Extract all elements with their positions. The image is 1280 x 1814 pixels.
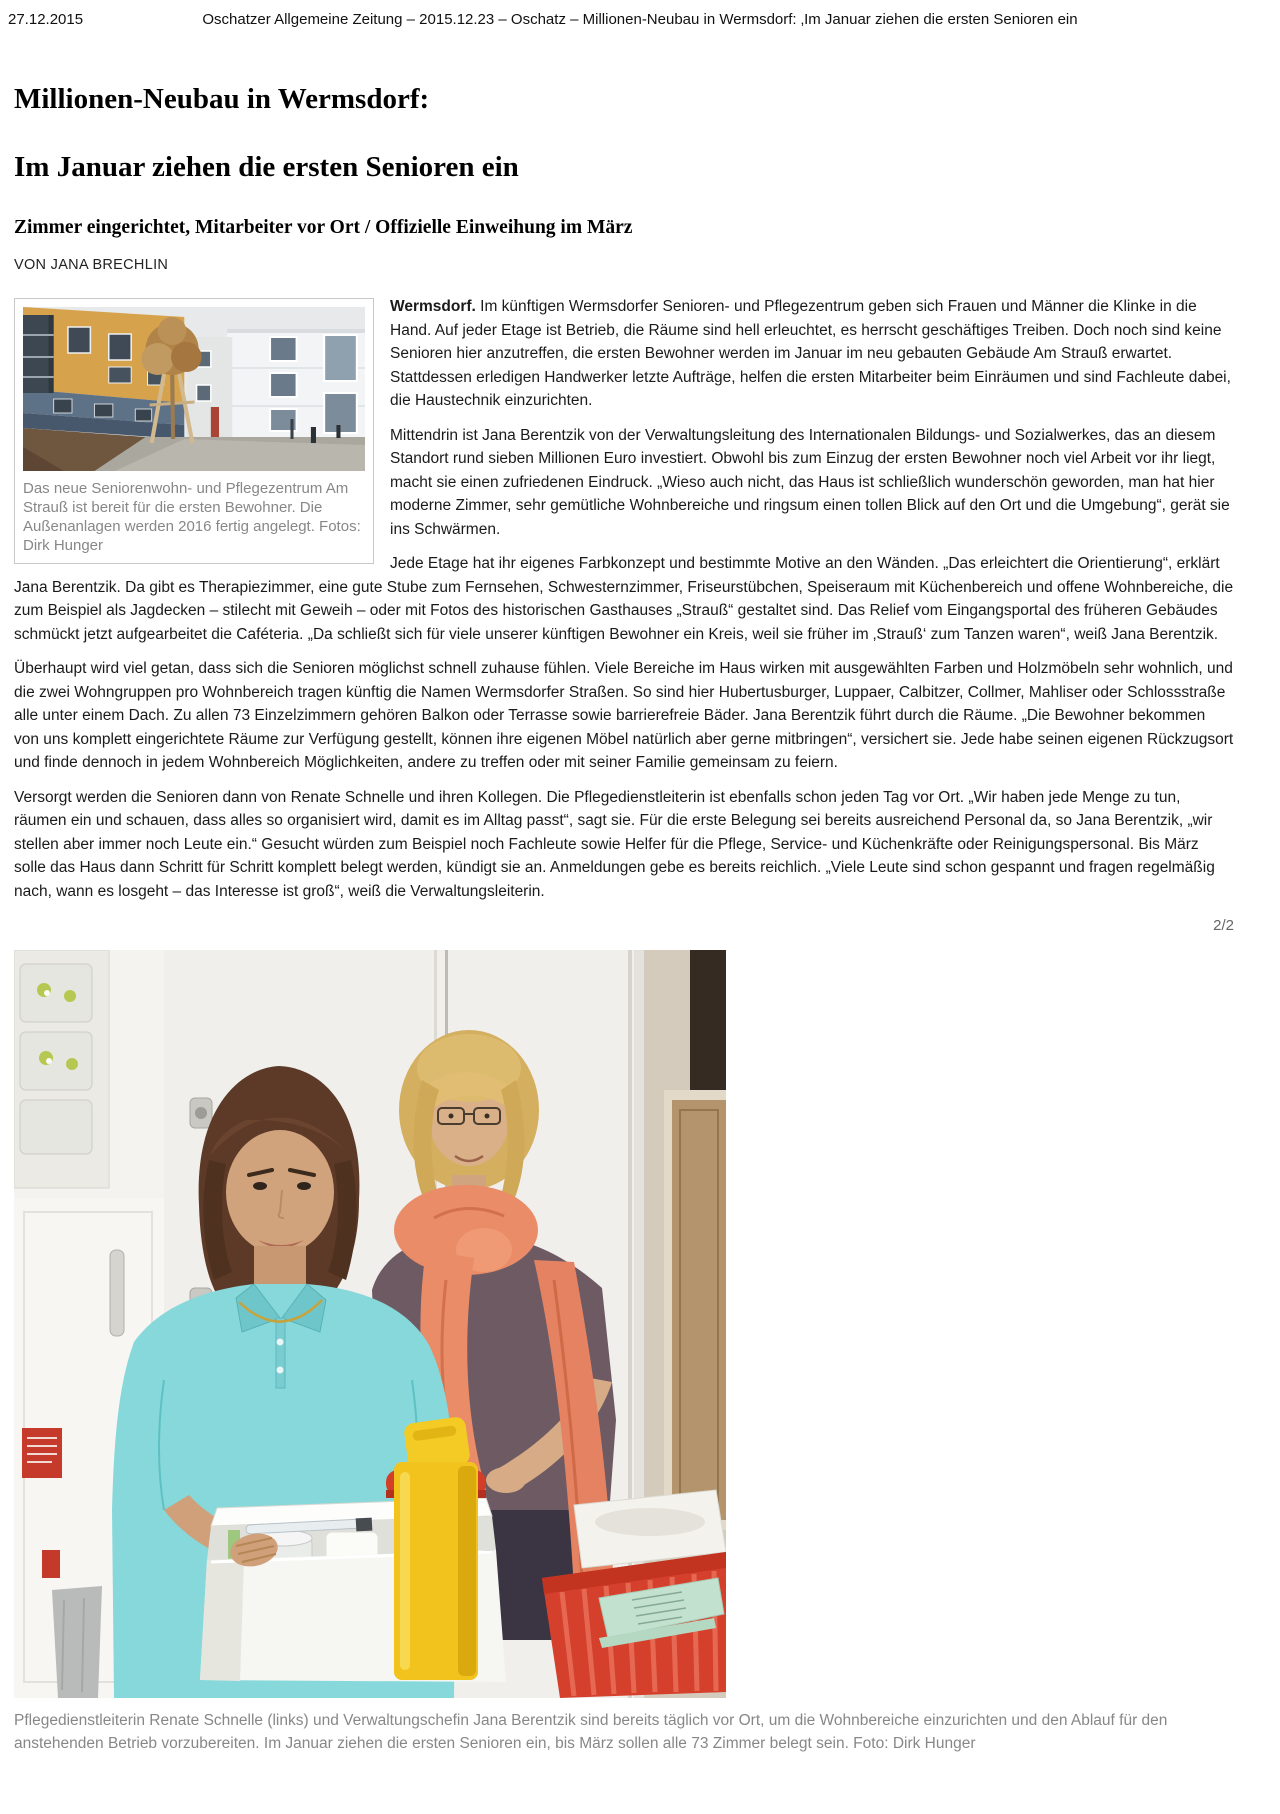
shelf-bins [14, 950, 109, 1188]
article-deck: Zimmer eingerichtet, Mitarbeiter vor Ort / Offizielle Einweihung im März [14, 217, 633, 238]
building-figure [14, 298, 374, 564]
warning-sticker [22, 1428, 62, 1478]
lead-text: Im künftigen Wermsdorfer Senioren- und Pflegezentrum geben sich Frauen und Männer die Klinke in die Hand. Auf jeder Etage ist Betrieb, die Räume sind hell erleuchtet, es herrscht geschäftiges Treiben. Doch noch sind keine Senioren hier anzutreffen, die ersten Bewohner werden im Januar im neu gebauten Gebäude Am Strauß erwartet. Stattdessen erledigen Handwerker letzte Aufträge, helfen die ersten Mitarbeiter beim Einräumen und sind Fachleute dabei, die Haustechnik einzurichten. [390, 298, 1231, 409]
body-paragraph-1: Mittendrin ist Jana Berentzik von der Verwaltungsleitung des Internationalen Bildungs- und Sozialwerkes, das an diesem Standort rund sieben Millionen Euro investiert. Obwohl bis zum Einzug der ersten Bewohner noch viel Arbeit vor ihr liegt, macht sie einen zufriedenen Eindruck. „Wieso auch nicht, das Haus ist schließlich wunderschön geworden, man hat hier moderne Zimmer, sehr gemütliche Wohnbereiche und ringsum einen tollen Blick auf den Ort und die Umgebung“, gerät sie ins Schwärmen. [390, 426, 1230, 538]
staff-figure-caption: Pflegedienstleiterin Renate Schnelle (links) und Verwaltungschefin Jana Berentzik sind bereits täglich vor Ort, um die Wohnbereiche einzurichten und den Ablauf für den anstehenden Betrieb vorzubereiten. Im Januar ziehen die ersten Senioren ein, bis März sollen alle 73 Zimmer belegt sein. Foto: Dirk Hunger [14, 1711, 1168, 1752]
page-number: 2/2 [1213, 917, 1234, 934]
print-date: 27.12.2015 [8, 11, 84, 28]
red-tab [42, 1550, 60, 1578]
body-paragraph-3: Überhaupt wird viel getan, dass sich die Senioren möglichst schnell zuhause fühlen. Viele Bereiche im Haus wirken mit ausgewählten Farben und Holzmöbeln sehr wohnlich, und die zwei Wohngruppen pro Wohnbereich tragen künftig die Namen Wermsdorfer Straßen. So sind hier Hubertusburger, Luppaer, Calbitzer, Collmer, Mahliser oder Schlossstraße alle unter einem Dach. Zu allen 73 Einzelzimmern gehören Balkon oder Terrasse sowie barrierefreie Bäder. Jana Berentzik führt durch die Räume. „Die Bewohner bekommen von uns komplett eingerichtete Räume zur Verfügung gestellt, können ihre eigenen Möbel natürlich aber gerne mitbringen“, versichert sie. Jede habe seinen eigenen Rückzugsort und finde dennoch in jedem Wohnbereich Möglichkeiten, andere zu treffen oder mit seiner Familie gemeinsam zu feiern. [14, 660, 1234, 771]
print-source-line: Oschatzer Allgemeine Zeitung – 2015.12.23 – Oschatz – Millionen-Neubau in Wermsdorf: ‚Im Januar ziehen die ersten Senioren ein [202, 11, 1078, 28]
staff-figure [14, 950, 1234, 1756]
staff-photo [14, 950, 726, 1698]
towel [52, 1586, 102, 1698]
dateline: Wermsdorf. [390, 298, 476, 315]
white-building-wing [227, 329, 365, 445]
article-body [14, 295, 1234, 1756]
print-header [0, 0, 1280, 37]
body-paragraph-2: Jede Etage hat ihr eigenes Farbkonzept und bestimmte Motive an den Wänden. „Das erleichtert die Orientierung“, erklärt Jana Berentzik. Da gibt es Therapiezimmer, eine gute Stube zum Fernsehen, Schwesternzimmer, Friseurstübchen, Speiseraum mit Küchenbereich und offene Wohnbereiche, die zum Beispiel als Jagdecken – stilecht mit Geweih – oder mit Fotos des historischen Gasthauses „Strauß“ gestaltet sind. Das Relief vom Eingangsportal des früheren Gebäudes schmückt jetzt aufgearbeitet die Caféteria. „Da schließt sich für viele unserer künftigen Bewohner ein Kreis, weil sie früher im ‚Strauß‘ zum Tanzen waren“, weiß Jana Berentzik. [14, 555, 1234, 643]
senior-center-building-photo [23, 307, 365, 471]
building-figure-caption: Das neue Seniorenwohn- und Pflegezentrum Am Strauß ist bereit für die ersten Bewohner. Die Außenanlagen werden 2016 fertig angelegt. Fotos: Dirk Hunger [23, 480, 361, 554]
article-kicker: Millionen-Neubau in Wermsdorf: [14, 83, 430, 115]
article-byline: VON JANA BRECHLIN [14, 257, 169, 273]
article-headline: Im Januar ziehen die ersten Senioren ein [14, 151, 519, 183]
body-paragraph-4: Versorgt werden die Senioren dann von Renate Schnelle und ihren Kollegen. Die Pflegedienstleiterin ist ebenfalls schon jeden Tag vor Ort. „Wir haben jede Menge zu tun, räumen ein und schauen, dass alles so organisiert wird, damit es im Alltag passt“, sagt sie. Für die erste Belegung sei bereits ausreichend Personal da, so Jana Berentzik, „wir stellen aber immer noch Leute ein.“ Gesucht würden zum Beispiel noch Fachleute sowie Helfer für die Pflege, Service- und Küchenkräfte oder Reinigungspersonal. Bis März solle das Haus dann Schritt für Schritt komplett belegt werden, kündigt sie an. Anmeldungen gebe es bereits reichlich. „Viele Leute sind schon gespannt und fragen regelmäßig nach, wann es losgeht – das Interesse ist groß“, weiß die Verwaltungsleiterin. [14, 788, 1215, 900]
balconies [23, 315, 54, 393]
